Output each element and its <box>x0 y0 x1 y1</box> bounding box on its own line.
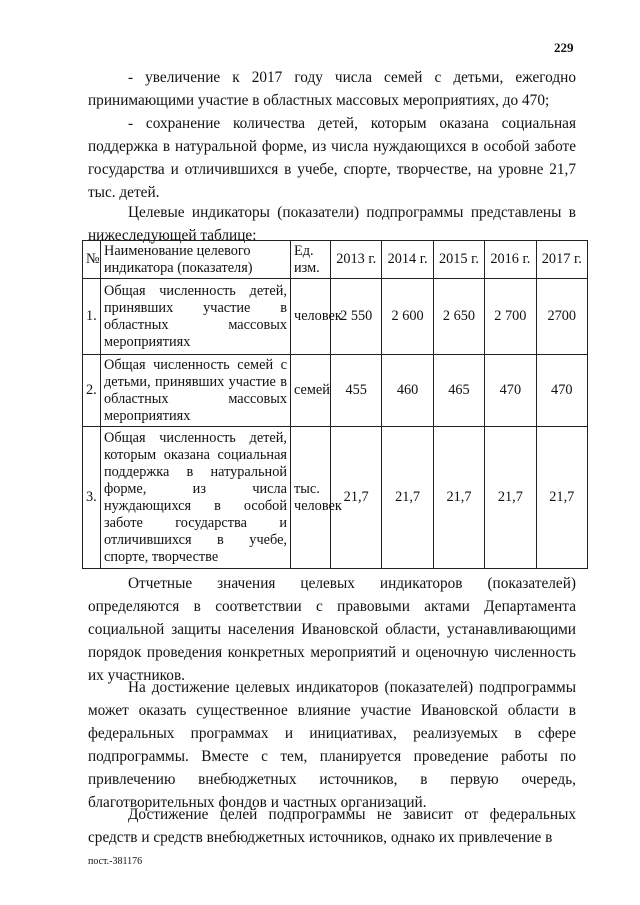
value-2017: 470 <box>536 355 587 427</box>
header-unit: Ед. изм. <box>291 241 331 279</box>
value-2013: 21,7 <box>331 427 382 569</box>
header-year-2016: 2016 г. <box>485 241 536 279</box>
row-number: 1. <box>83 279 101 355</box>
indicator-unit: тыс. человек <box>291 427 331 569</box>
paragraph-children-support-target: - сохранение количества детей, которым оказана социальная поддержка в натуральной форме, из числа нуждающихся в особой заботе государства и отличившихся в учебе, спорте, творчестве, на уровне 21,7 тыс. детей. <box>88 115 576 201</box>
indicator-unit: семей <box>291 355 331 427</box>
paragraph-goal-achievement: Достижение целей подпрограммы не зависит от федеральных средств и средств внебюджетных источников, однако их привлечение в <box>88 806 576 846</box>
indicator-unit: человек <box>291 279 331 355</box>
value-2016: 2 700 <box>485 279 536 355</box>
header-year-2017: 2017 г. <box>536 241 587 279</box>
header-year-2014: 2014 г. <box>382 241 433 279</box>
row-number: 3. <box>83 427 101 569</box>
table-row <box>83 427 588 569</box>
document-footer-code: пост.-381176 <box>88 856 143 867</box>
value-2017: 2700 <box>536 279 587 355</box>
value-2014: 21,7 <box>382 427 433 569</box>
indicator-name: Общая численность семей с детьми, принявших участие в областных массовых мероприятиях <box>101 355 291 427</box>
indicator-name: Общая численность детей, которым оказана социальная поддержка в натуральной форме, из числа нуждающихся в особой заботе государства и отличившихся в учебе, спорте, творчестве <box>101 427 291 569</box>
value-2016: 470 <box>485 355 536 427</box>
paragraph-influence-factors: На достижение целевых индикаторов (показателей) подпрограммы может оказать существенное влияние участие Ивановской области в федеральных программах и инициативах, реализуемых в сфере подпрограммы. Вместе с тем, планируется проведение работы по привлечению внебюджетных источников, в первую очередь, благотворительных фондов и частных организаций. <box>88 679 576 811</box>
row-number: 2. <box>83 355 101 427</box>
header-number: № <box>83 241 101 279</box>
value-2013: 2 550 <box>331 279 382 355</box>
page-number: 229 <box>554 40 574 55</box>
paragraph-families-target: - увеличение к 2017 году числа семей с детьми, ежегодно принимающими участие в областных массовых мероприятиях, до 470; <box>88 69 576 109</box>
value-2015: 465 <box>433 355 484 427</box>
table-header-row <box>83 241 588 279</box>
value-2013: 455 <box>331 355 382 427</box>
value-2016: 21,7 <box>485 427 536 569</box>
header-indicator-name: Наименование целевого индикатора (показателя) <box>101 241 291 279</box>
table-row <box>83 279 588 355</box>
header-year-2013: 2013 г. <box>331 241 382 279</box>
indicators-table <box>82 240 588 569</box>
paragraph-reporting-values: Отчетные значения целевых индикаторов (показателей) определяются в соответствии с правовыми актами Департамента социальной защиты населения Ивановской области, устанавливающими порядок проведения конкретных мероприятий и оценочную численность их участников. <box>88 575 576 684</box>
table-row <box>83 355 588 427</box>
value-2017: 21,7 <box>536 427 587 569</box>
paragraph-table-intro: Целевые индикаторы (показатели) подпрограммы представлены в нижеследующей таблице: <box>88 204 576 244</box>
header-year-2015: 2015 г. <box>433 241 484 279</box>
value-2015: 2 650 <box>433 279 484 355</box>
indicator-name: Общая численность детей, принявших участие в областных массовых мероприятиях <box>101 279 291 355</box>
value-2015: 21,7 <box>433 427 484 569</box>
value-2014: 2 600 <box>382 279 433 355</box>
value-2014: 460 <box>382 355 433 427</box>
